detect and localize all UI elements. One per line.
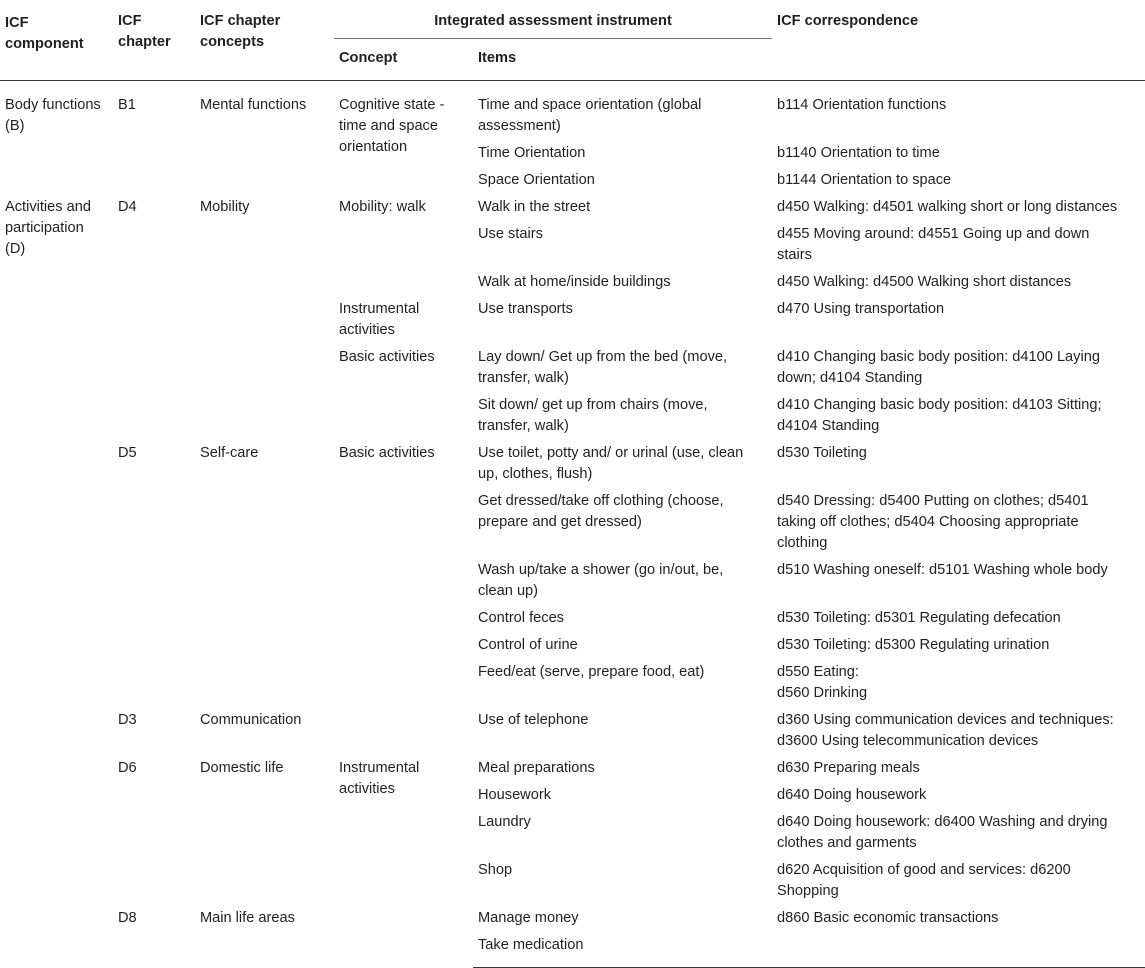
item-cell-text: Time Orientation	[478, 144, 586, 161]
component-cell	[0, 194, 113, 968]
concept-cell-text: Cognitive state - time and space orientation	[339, 96, 445, 155]
item-cell	[473, 296, 772, 344]
correspondence-cell	[772, 392, 1145, 440]
item-cell-text: Control of urine	[478, 636, 578, 653]
correspondence-cell-text: b1140 Orientation to time	[777, 144, 940, 161]
item-cell	[473, 344, 772, 392]
chapter-concept-cell-text: Domestic life	[200, 759, 284, 776]
item-cell-text: Feed/eat (serve, prepare food, eat)	[478, 663, 705, 680]
chapter-cell	[113, 905, 195, 968]
item-cell	[473, 194, 772, 221]
table-row	[0, 707, 1145, 755]
item-cell	[473, 905, 772, 932]
correspondence-cell-text: d450 Walking: d4500 Walking short distances	[777, 273, 1072, 290]
item-cell-text: Laundry	[478, 813, 531, 830]
correspondence-cell	[772, 605, 1145, 632]
correspondence-cell-text: d530 Toileting: d5301 Regulating defecation	[777, 609, 1061, 626]
concept-cell-text: Instrumental activities	[339, 759, 420, 797]
item-cell	[473, 755, 772, 782]
item-cell	[473, 488, 772, 557]
header-icf-correspondence: ICF correspondence	[772, 0, 1145, 80]
item-cell	[473, 557, 772, 605]
chapter-cell-text: B1	[118, 96, 136, 113]
concept-cell	[334, 80, 473, 194]
item-cell-text: Lay down/ Get up from the bed (move, transfer, walk)	[478, 348, 728, 386]
correspondence-cell	[772, 488, 1145, 557]
chapter-concept-cell	[195, 80, 334, 194]
correspondence-cell	[772, 557, 1145, 605]
item-cell-text: Get dressed/take off clothing (choose, prepare and get dressed)	[478, 492, 724, 530]
table-row	[0, 440, 1145, 488]
chapter-cell	[113, 707, 195, 755]
correspondence-cell	[772, 140, 1145, 167]
correspondence-cell	[772, 440, 1145, 488]
chapter-cell-text: D3	[118, 711, 137, 728]
item-cell	[473, 659, 772, 707]
correspondence-cell-text: d530 Toileting: d5300 Regulating urination	[777, 636, 1050, 653]
chapter-concept-cell	[195, 440, 334, 707]
correspondence-cell-text: d640 Doing housework: d6400 Washing and drying clothes and garments	[777, 813, 1108, 851]
item-cell-text: Use stairs	[478, 225, 543, 242]
chapter-concept-cell	[195, 755, 334, 905]
correspondence-cell-text: d640 Doing housework	[777, 786, 927, 803]
correspondence-cell-text: b1144 Orientation to space	[777, 171, 952, 188]
chapter-cell-text: D4	[118, 198, 137, 215]
chapter-cell	[113, 440, 195, 707]
concept-cell	[334, 755, 473, 905]
correspondence-cell-text: b114 Orientation functions	[777, 96, 947, 113]
table-row	[0, 80, 1145, 140]
item-cell	[473, 221, 772, 269]
correspondence-cell	[772, 80, 1145, 140]
correspondence-cell	[772, 296, 1145, 344]
item-cell-text: Control feces	[478, 609, 564, 626]
concept-cell	[334, 296, 473, 344]
correspondence-cell-text: d410 Changing basic body position: d4103 Sitting; d4104 Standing	[777, 396, 1102, 434]
correspondence-cell	[772, 782, 1145, 809]
header-integrated-assessment-instrument: Integrated assessment instrument	[334, 0, 772, 38]
chapter-concept-cell	[195, 905, 334, 968]
chapter-cell-text: D5	[118, 444, 137, 461]
correspondence-cell-text: d455 Moving around: d4551 Going up and down stairs	[777, 225, 1090, 263]
correspondence-cell-text: d450 Walking: d4501 walking short or long distances	[777, 198, 1118, 215]
header-items: Items	[473, 38, 772, 80]
component-cell-text: Activities and participation (D)	[5, 198, 91, 257]
item-cell	[473, 605, 772, 632]
correspondence-cell-text: d470 Using transportation	[777, 300, 945, 317]
table-row	[0, 755, 1145, 782]
item-cell-text: Manage money	[478, 909, 579, 926]
item-cell	[473, 80, 772, 140]
item-cell-text: Meal preparations	[478, 759, 595, 776]
item-cell-text: Shop	[478, 861, 513, 878]
concept-cell	[334, 194, 473, 296]
table-header	[0, 0, 1145, 80]
item-cell-text: Housework	[478, 786, 551, 803]
correspondence-cell-text: d630 Preparing meals	[777, 759, 920, 776]
chapter-cell-text: D8	[118, 909, 137, 926]
item-cell	[473, 392, 772, 440]
component-cell-text: Body functions (B)	[5, 96, 101, 134]
chapter-concept-cell-text: Mobility	[200, 198, 250, 215]
correspondence-cell	[772, 221, 1145, 269]
item-cell	[473, 932, 772, 968]
concept-cell-text: Basic activities	[339, 444, 435, 461]
correspondence-cell	[772, 167, 1145, 194]
correspondence-cell	[772, 269, 1145, 296]
component-cell	[0, 80, 113, 194]
chapter-cell	[113, 194, 195, 440]
item-cell-text: Take medication	[478, 936, 584, 953]
correspondence-cell-text: d360 Using communication devices and techniques: d3600 Using telecommunication devices	[777, 711, 1114, 749]
correspondence-cell-text: d510 Washing oneself: d5101 Washing whole body	[777, 561, 1108, 578]
correspondence-cell-text: d620 Acquisition of good and services: d6200 Shopping	[777, 861, 1071, 899]
correspondence-cell	[772, 632, 1145, 659]
correspondence-cell	[772, 344, 1145, 392]
concept-cell	[334, 905, 473, 968]
correspondence-cell-text: d530 Toileting	[777, 444, 867, 461]
correspondence-cell	[772, 755, 1145, 782]
correspondence-cell	[772, 809, 1145, 857]
concept-cell	[334, 344, 473, 440]
correspondence-cell-text: d540 Dressing: d5400 Putting on clothes; d5401 taking off clothes; d5404 Choosing appropriate clothing	[777, 492, 1089, 551]
table-body	[0, 80, 1145, 967]
item-cell-text: Sit down/ get up from chairs (move, transfer, walk)	[478, 396, 708, 434]
chapter-concept-cell-text: Main life areas	[200, 909, 295, 926]
concept-cell	[334, 440, 473, 707]
item-cell	[473, 167, 772, 194]
item-cell-text: Time and space orientation (global assessment)	[478, 96, 702, 134]
header-icf-component: ICF component	[0, 0, 113, 80]
chapter-concept-cell	[195, 707, 334, 755]
item-cell	[473, 707, 772, 755]
concept-cell-text: Instrumental activities	[339, 300, 420, 338]
header-row-1	[0, 0, 1145, 38]
header-icf-chapter: ICF chapter	[113, 0, 195, 80]
concept-cell-text: Mobility: walk	[339, 198, 426, 215]
correspondence-cell	[772, 932, 1145, 968]
concept-cell	[334, 707, 473, 755]
item-cell-text: Wash up/take a shower (go in/out, be, clean up)	[478, 561, 724, 599]
correspondence-cell-text: d550 Eating: d560 Drinking	[777, 663, 868, 701]
item-cell	[473, 140, 772, 167]
correspondence-cell-text: d410 Changing basic body position: d4100 Laying down; d4104 Standing	[777, 348, 1100, 386]
item-cell	[473, 632, 772, 659]
chapter-concept-cell	[195, 194, 334, 440]
concept-cell-text: Basic activities	[339, 348, 435, 365]
chapter-concept-cell-text: Communication	[200, 711, 302, 728]
correspondence-cell	[772, 905, 1145, 932]
item-cell-text: Walk at home/inside buildings	[478, 273, 671, 290]
item-cell	[473, 857, 772, 905]
item-cell-text: Walk in the street	[478, 198, 591, 215]
item-cell	[473, 809, 772, 857]
chapter-concept-cell-text: Self-care	[200, 444, 259, 461]
header-icf-chapter-concepts: ICF chapter concepts	[195, 0, 334, 80]
item-cell-text: Use transports	[478, 300, 573, 317]
item-cell-text: Use toilet, potty and/ or urinal (use, clean up, clothes, flush)	[478, 444, 744, 482]
item-cell-text: Space Orientation	[478, 171, 595, 188]
chapter-cell-text: D6	[118, 759, 137, 776]
table-row	[0, 905, 1145, 932]
item-cell	[473, 440, 772, 488]
correspondence-cell	[772, 707, 1145, 755]
correspondence-cell	[772, 194, 1145, 221]
item-cell-text: Use of telephone	[478, 711, 589, 728]
correspondence-cell-text: d860 Basic economic transactions	[777, 909, 999, 926]
chapter-cell	[113, 80, 195, 194]
item-cell	[473, 269, 772, 296]
correspondence-cell	[772, 659, 1145, 707]
header-concept: Concept	[334, 38, 473, 80]
chapter-concept-cell-text: Mental functions	[200, 96, 307, 113]
table-row	[0, 194, 1145, 221]
chapter-cell	[113, 755, 195, 905]
correspondence-cell	[772, 857, 1145, 905]
item-cell	[473, 782, 772, 809]
